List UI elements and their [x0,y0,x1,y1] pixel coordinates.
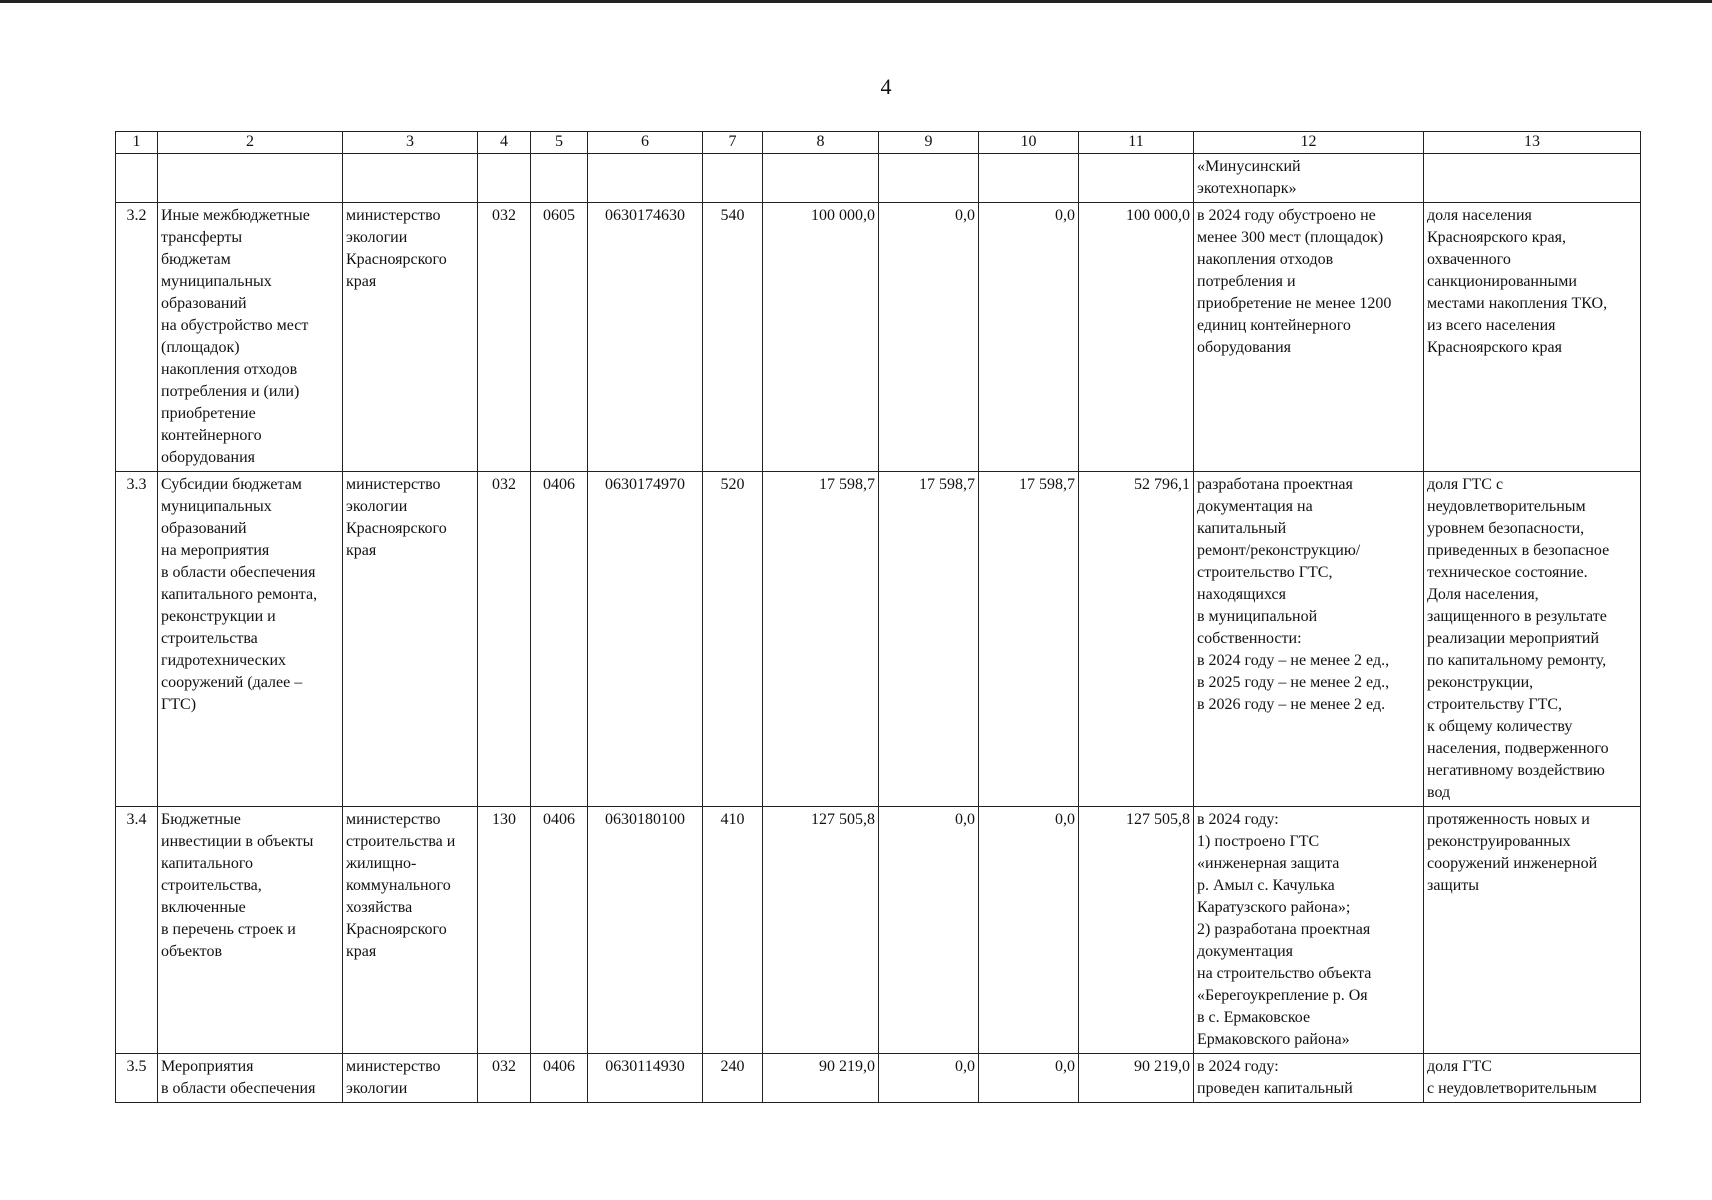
cell-text-line: 2) разработана проектная [1197,921,1371,938]
amount-total-cell: 52 796,1 [1079,472,1194,807]
cell-text-line: экологии [346,229,408,246]
cell-text-line: находящихся [1197,586,1286,603]
cell-text-line: на строительство объекта [1197,965,1372,982]
cell-text-line: образований [161,520,247,537]
expected-result-cell [1194,203,1424,472]
cell-text-line: накопления отходов [161,361,298,378]
table-row [116,1054,1641,1103]
cell-text-line: хозяйства [346,899,413,916]
cell-text-line: Красноярского края, [1427,229,1566,246]
column-header-10: 10 [979,132,1079,154]
cell-text-line: оборудования [161,449,255,466]
amount-2025-cell: 0,0 [879,1054,979,1103]
cell-text-line: менее 300 мест (площадок) [1197,229,1384,246]
row-number-cell: 3.2 [116,203,158,472]
amount-2026-cell: 0,0 [979,807,1079,1054]
executor-cell [343,807,478,1054]
expense-type-code-cell [703,154,763,203]
cell-text-line: края [346,273,377,290]
cell-text-line: реконструкции, [1427,674,1534,691]
indicator-cell [1424,154,1641,203]
amount-2024-cell: 127 505,8 [763,807,879,1054]
measure-name-cell [158,807,343,1054]
cell-text-line: трансферты [161,229,243,246]
cell-text-line: инвестиции в объекты [161,833,314,850]
cell-text-line: негативному воздействию [1427,762,1605,779]
amount-total-cell [1079,154,1194,203]
cell-text-line: накопления отходов [1197,251,1334,268]
column-header-11: 11 [1079,132,1194,154]
column-header-1: 1 [116,132,158,154]
column-header-9: 9 [879,132,979,154]
cell-text-line: в 2024 году: [1197,1058,1279,1075]
cell-text-line: охваченного [1427,251,1511,268]
cell-text-line: документация на [1197,498,1313,515]
cell-text-line: контейнерного [161,427,262,444]
column-header-6: 6 [588,132,703,154]
column-header-2: 2 [158,132,343,154]
cell-text-line: по капитальному ремонту, [1427,652,1607,669]
expected-result-cell [1194,1054,1424,1103]
table-header-row [116,132,1641,154]
column-header-13: 13 [1424,132,1641,154]
cell-text-line: местами накопления ТКО, [1427,295,1608,312]
target-item-code-cell: 0630174630 [588,203,703,472]
cell-text-line: образований [161,295,247,312]
cell-text-line: «инженерная защита [1197,855,1340,872]
table-row [116,807,1641,1054]
column-header-7: 7 [703,132,763,154]
expense-type-code-cell: 410 [703,807,763,1054]
section-code-cell [531,154,588,203]
cell-text-line: в перечень строек и [161,921,296,938]
amount-2024-cell: 17 598,7 [763,472,879,807]
cell-text-line: жилищно- [346,855,417,872]
cell-text-line: с неудовлетворительным [1427,1080,1597,1097]
cell-text-line: экотехнопарк» [1197,180,1297,197]
amount-2024-cell: 100 000,0 [763,203,879,472]
cell-text-line: муниципальных [161,273,272,290]
cell-text-line: в области обеспечения [161,564,316,581]
cell-text-line: Красноярского [346,251,447,268]
executor-cell [343,1054,478,1103]
cell-text-line: строительство ГТС, [1197,564,1333,581]
cell-text-line: строительства, [161,877,262,894]
amount-2024-cell [763,154,879,203]
row-number-cell: 3.3 [116,472,158,807]
cell-text-line: Мероприятия [161,1058,254,1075]
row-number-cell: 3.4 [116,807,158,1054]
cell-text-line: (площадок) [161,339,240,356]
cell-text-line: Красноярского края [1427,339,1562,356]
measure-name-cell [158,203,343,472]
amount-2025-cell: 17 598,7 [879,472,979,807]
amount-2026-cell: 0,0 [979,203,1079,472]
indicator-cell [1424,472,1641,807]
cell-text-line: в с. Ермаковское [1197,1009,1311,1026]
cell-text-line: бюджетам [161,251,231,268]
cell-text-line: р. Амыл с. Качулька [1197,877,1335,894]
row-number-cell [116,154,158,203]
grbs-code-cell: 032 [478,472,531,807]
amount-2026-cell [979,154,1079,203]
expense-type-code-cell: 540 [703,203,763,472]
cell-text-line: ремонт/реконструкцию/ [1197,542,1361,559]
target-item-code-cell: 0630174970 [588,472,703,807]
cell-text-line: муниципальных [161,498,272,515]
cell-text-line: ГТС) [161,696,197,713]
expense-type-code-cell: 240 [703,1054,763,1103]
indicator-cell [1424,807,1641,1054]
amount-total-cell: 100 000,0 [1079,203,1194,472]
cell-text-line: в 2024 году – не менее 2 ед., [1197,652,1390,669]
cell-text-line: потребления и (или) [161,383,300,400]
cell-text-line: сооружений инженерной [1427,855,1598,872]
cell-text-line: из всего населения [1427,317,1556,334]
cell-text-line: в 2024 году: [1197,811,1279,828]
top-rule [0,0,1712,3]
measure-name-cell [158,154,343,203]
cell-text-line: сооружений (далее – [161,674,303,691]
cell-text-line: доля населения [1427,207,1532,224]
cell-text-line: санкционированными [1427,273,1577,290]
amount-2025-cell: 0,0 [879,203,979,472]
cell-text-line: Доля населения, [1427,586,1539,603]
amount-2025-cell [879,154,979,203]
cell-text-line: строительства [161,630,258,647]
cell-text-line: проведен капитальный [1197,1080,1353,1097]
cell-text-line: техническое состояние. [1427,564,1588,581]
cell-text-line: в 2024 году обустроено не [1197,207,1376,224]
cell-text-line: уровнем безопасности, [1427,520,1585,537]
amount-2026-cell: 0,0 [979,1054,1079,1103]
cell-text-line: документация [1197,943,1294,960]
target-item-code-cell: 0630114930 [588,1054,703,1103]
cell-text-line: края [346,943,377,960]
cell-text-line: доля ГТС с [1427,476,1504,493]
cell-text-line: Бюджетные [161,811,241,828]
cell-text-line: экологии [346,1080,408,1097]
target-item-code-cell [588,154,703,203]
cell-text-line: министерство [346,207,441,224]
cell-text-line: строительства и [346,833,456,850]
indicator-cell [1424,1054,1641,1103]
cell-text-line: гидротехнических [161,652,287,669]
table-row [116,203,1641,472]
measure-name-cell [158,472,343,807]
cell-text-line: реконструированных [1427,833,1571,850]
cell-text-line: единиц контейнерного [1197,317,1351,334]
cell-text-line: доля ГТС [1427,1058,1492,1075]
executor-cell [343,203,478,472]
cell-text-line: в 2025 году – не менее 2 ед., [1197,674,1390,691]
cell-text-line: потребления и [1197,273,1296,290]
cell-text-line: Красноярского [346,520,447,537]
grbs-code-cell [478,154,531,203]
expense-type-code-cell: 520 [703,472,763,807]
cell-text-line: оборудования [1197,339,1291,356]
column-header-3: 3 [343,132,478,154]
column-header-4: 4 [478,132,531,154]
cell-text-line: Каратузского района»; [1197,899,1351,916]
cell-text-line: реконструкции и [161,608,276,625]
cell-text-line: коммунального [346,877,451,894]
section-code-cell: 0406 [531,1054,588,1103]
cell-text-line: в области обеспечения [161,1080,316,1097]
grbs-code-cell: 032 [478,1054,531,1103]
cell-text-line: реализации мероприятий [1427,630,1600,647]
cell-text-line: министерство [346,1058,441,1075]
cell-text-line: строительству ГТС, [1427,696,1563,713]
cell-text-line: капитальный [1197,520,1287,537]
cell-text-line: Красноярского [346,921,447,938]
expected-result-cell [1194,807,1424,1054]
cell-text-line: разработана проектная [1197,476,1353,493]
executor-cell [343,472,478,807]
cell-text-line: протяженность новых и [1427,811,1590,828]
cell-text-line: защищенного в результате [1427,608,1607,625]
table-row [116,154,1641,203]
cell-text-line: Иные межбюджетные [161,207,310,224]
cell-text-line: министерство [346,476,441,493]
column-header-5: 5 [531,132,588,154]
amount-2026-cell: 17 598,7 [979,472,1079,807]
table-row [116,472,1641,807]
amount-2025-cell: 0,0 [879,807,979,1054]
cell-text-line: на обустройство мест [161,317,309,334]
cell-text-line: на мероприятия [161,542,270,559]
section-code-cell: 0406 [531,807,588,1054]
cell-text-line: собственности: [1197,630,1302,647]
column-header-12: 12 [1194,132,1424,154]
cell-text-line: экологии [346,498,408,515]
column-header-8: 8 [763,132,879,154]
cell-text-line: включенные [161,899,246,916]
cell-text-line: капитального ремонта, [161,586,318,603]
grbs-code-cell: 130 [478,807,531,1054]
cell-text-line: населения, подверженного [1427,740,1609,757]
expected-result-cell [1194,154,1424,203]
amount-total-cell: 90 219,0 [1079,1054,1194,1103]
cell-text-line: объектов [161,943,223,960]
cell-text-line: в муниципальной [1197,608,1318,625]
cell-text-line: приобретение не менее 1200 [1197,295,1392,312]
target-item-code-cell: 0630180100 [588,807,703,1054]
budget-table [115,131,1641,1103]
cell-text-line: к общему количеству [1427,718,1573,735]
cell-text-line: капитального [161,855,253,872]
cell-text-line: «Минусинский [1197,158,1301,175]
grbs-code-cell: 032 [478,203,531,472]
cell-text-line: приведенных в безопасное [1427,542,1610,559]
section-code-cell: 0605 [531,203,588,472]
cell-text-line: неудовлетворительным [1427,498,1586,515]
cell-text-line: края [346,542,377,559]
cell-text-line: министерство [346,811,441,828]
amount-2024-cell: 90 219,0 [763,1054,879,1103]
section-code-cell: 0406 [531,472,588,807]
cell-text-line: Ермаковского района» [1197,1031,1350,1048]
measure-name-cell [158,1054,343,1103]
cell-text-line: Субсидии бюджетам [161,476,302,493]
cell-text-line: защиты [1427,877,1480,894]
indicator-cell [1424,203,1641,472]
cell-text-line: «Берегоукрепление р. Оя [1197,987,1368,1004]
cell-text-line: 1) построено ГТС [1197,833,1320,850]
executor-cell [343,154,478,203]
cell-text-line: вод [1427,784,1451,801]
row-number-cell: 3.5 [116,1054,158,1103]
expected-result-cell [1194,472,1424,807]
amount-total-cell: 127 505,8 [1079,807,1194,1054]
cell-text-line: в 2026 году – не менее 2 ед. [1197,696,1386,713]
page-number: 4 [880,74,892,99]
cell-text-line: приобретение [161,405,256,422]
